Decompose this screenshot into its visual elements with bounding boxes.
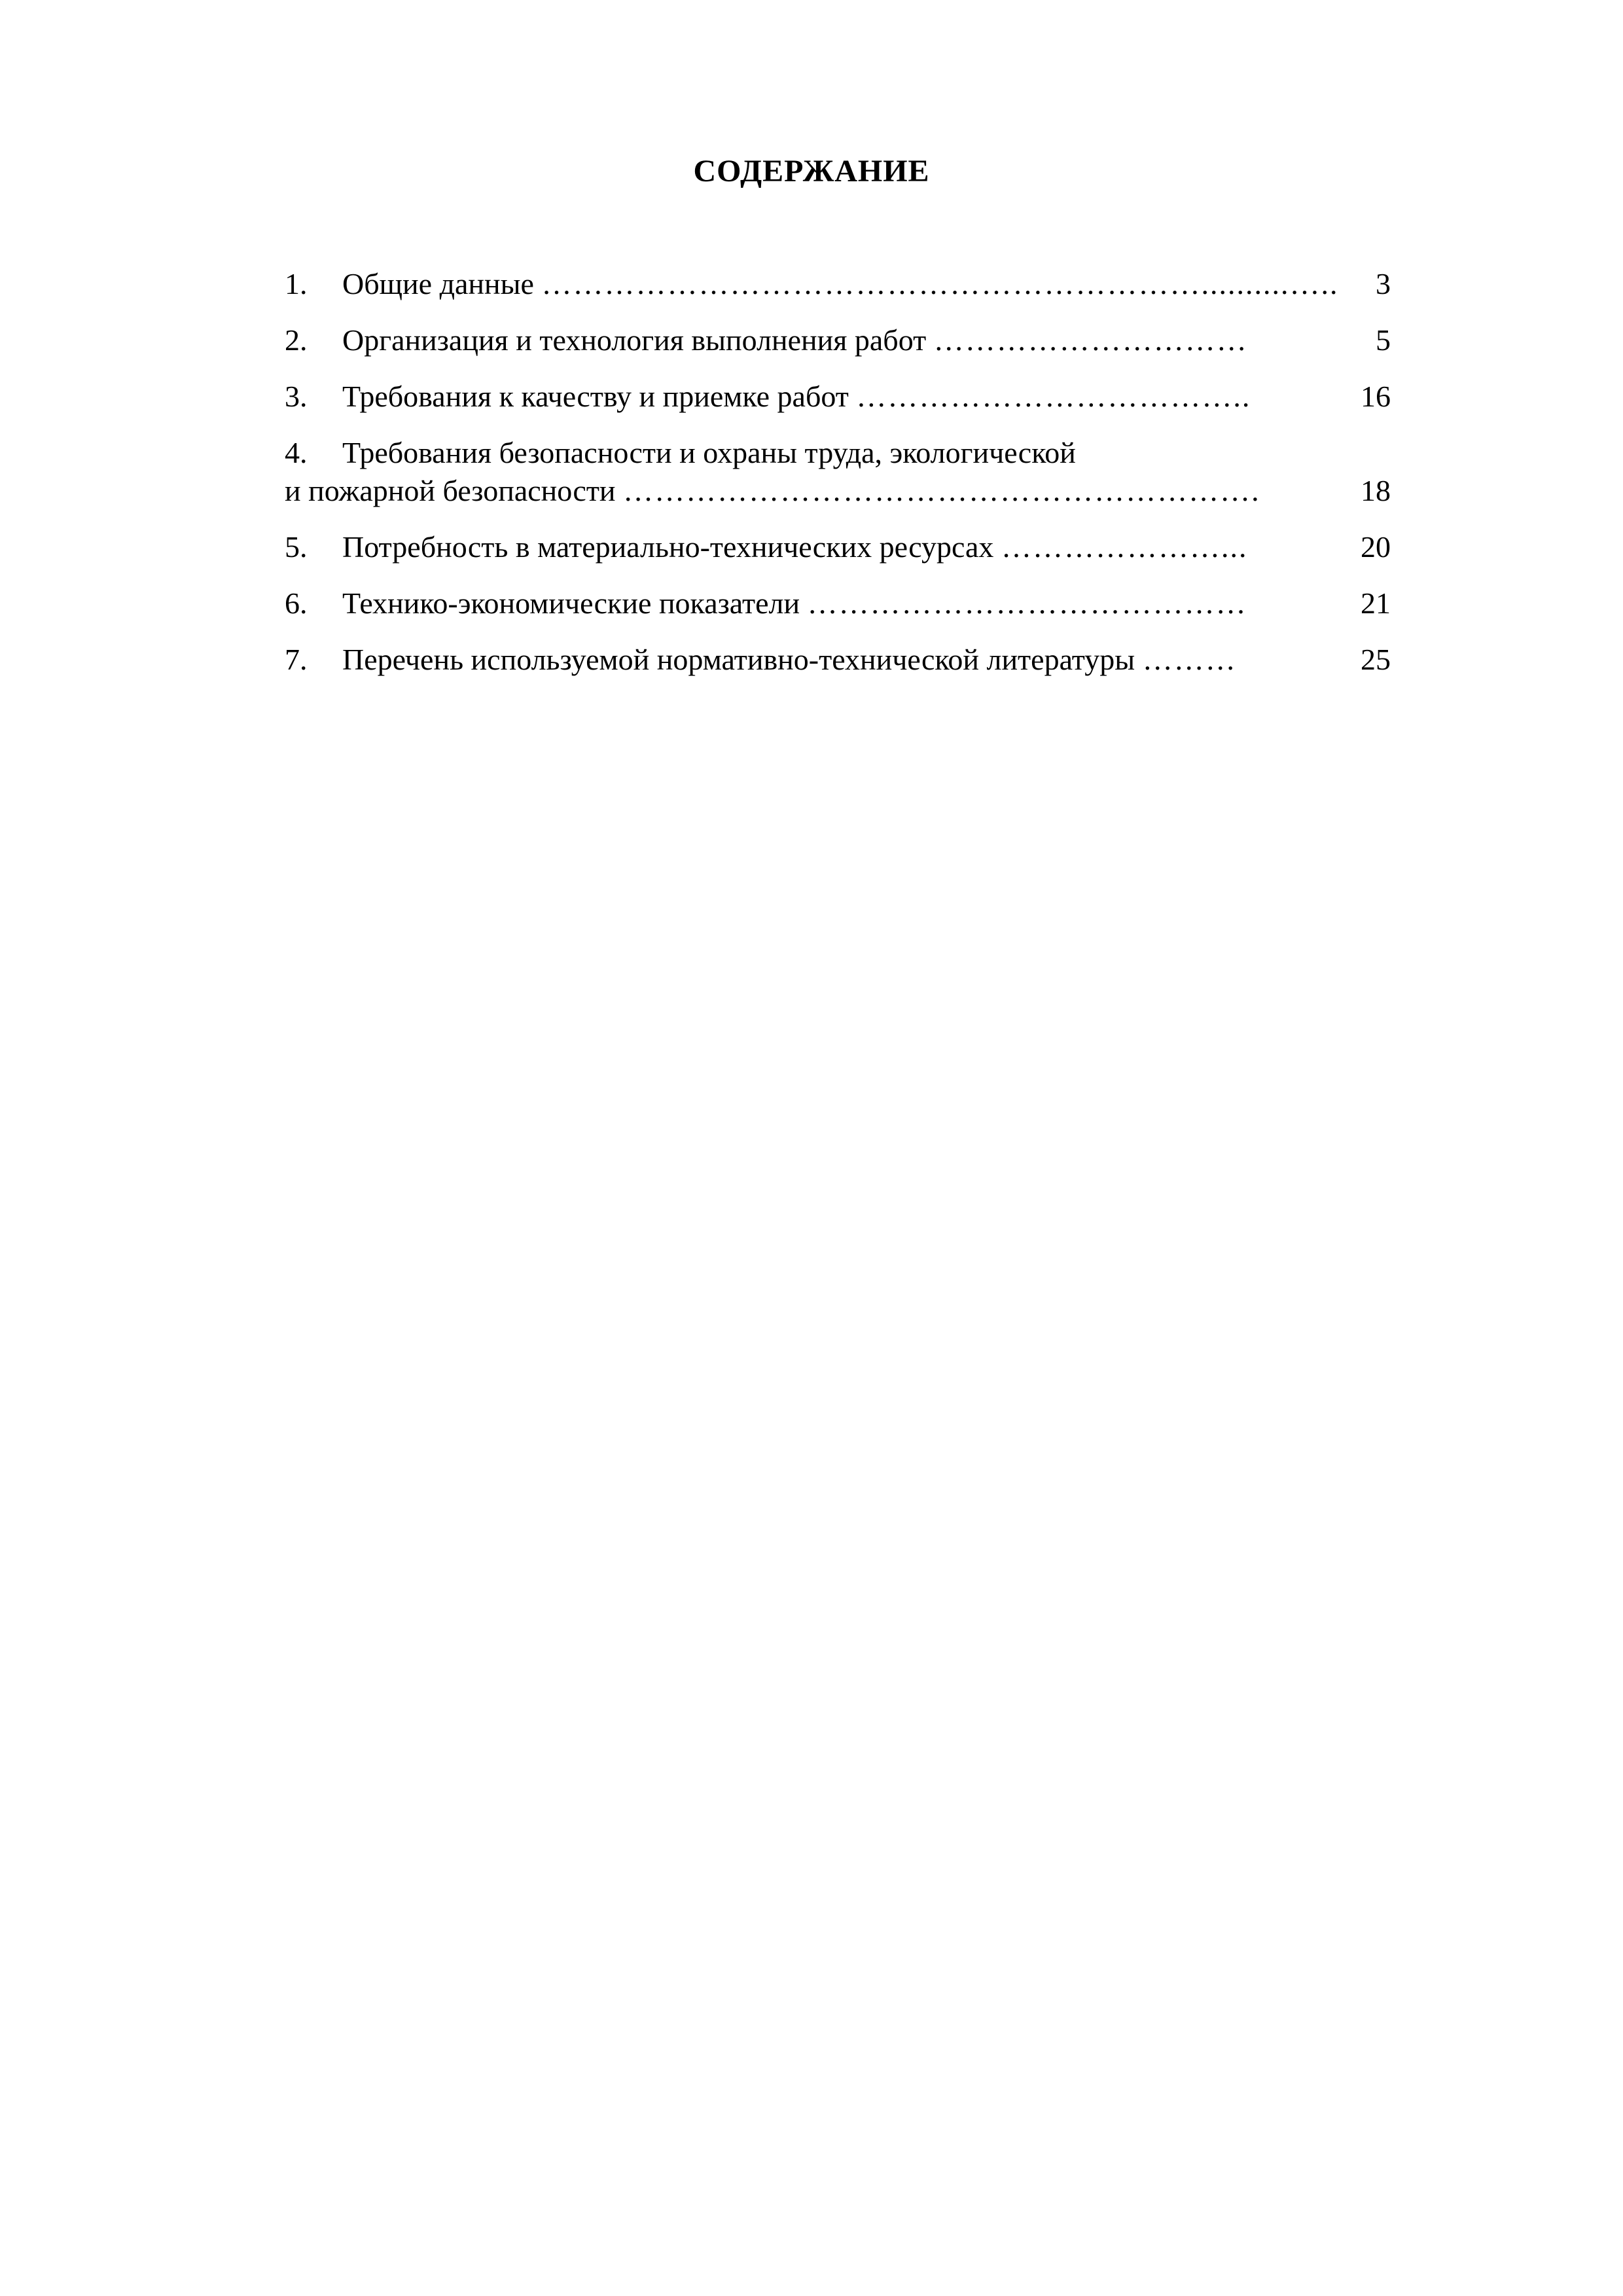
toc-entry-title: Потребность в материально-технических ресурсах	[342, 530, 994, 564]
table-of-contents	[285, 265, 1391, 697]
toc-entry-number: 5.	[285, 530, 308, 564]
toc-entry-number: 4.	[285, 436, 308, 469]
toc-entry-number: 7.	[285, 643, 308, 676]
toc-entry-7[interactable]	[285, 641, 1391, 679]
toc-entry-title: Требования к качеству и приемке работ	[342, 380, 849, 413]
toc-entry-2[interactable]	[285, 321, 1391, 359]
toc-dot-leader: …………………………………………………….	[623, 474, 1260, 507]
toc-dot-leader: ……………………………………	[807, 586, 1247, 620]
toc-entry-title: Общие данные	[342, 267, 534, 300]
toc-entry-title: Технико-экономические показатели	[342, 586, 800, 620]
toc-entry-6[interactable]	[285, 584, 1391, 622]
toc-entry-number: 2.	[285, 323, 308, 357]
toc-page-number: 3	[1376, 267, 1391, 300]
toc-page-number: 25	[1361, 643, 1391, 676]
toc-page-number: 20	[1361, 530, 1391, 564]
toc-page-number: 21	[1361, 586, 1391, 620]
toc-dot-leader: …………………………	[933, 323, 1248, 357]
toc-entry-4[interactable]	[285, 434, 1391, 510]
toc-entry-number: 6.	[285, 586, 308, 620]
toc-dot-leader: ………………………………..	[856, 380, 1251, 413]
toc-entry-number: 3.	[285, 380, 308, 413]
page-title: СОДЕРЖАНИЕ	[693, 154, 930, 188]
toc-entry-title: Требования безопасности и охраны труда, экологической	[342, 436, 1076, 469]
toc-dot-leader: ………………………………………………………..........…..	[541, 267, 1339, 300]
toc-entry-5[interactable]	[285, 528, 1391, 566]
toc-page-number: 18	[1361, 474, 1391, 507]
toc-entry-title: Организация и технология выполнения работ	[342, 323, 927, 357]
toc-dot-leader: …………………...	[1001, 530, 1248, 564]
toc-entry-3[interactable]	[285, 378, 1391, 416]
toc-entry-title: Перечень используемой нормативно-технической литературы	[342, 643, 1135, 676]
toc-entry-1[interactable]	[285, 265, 1391, 303]
toc-entry-number: 1.	[285, 267, 308, 300]
toc-page-number: 5	[1376, 323, 1391, 357]
toc-dot-leader: ………	[1142, 643, 1237, 676]
toc-entry-title-continued: и пожарной безопасности	[285, 474, 616, 507]
toc-page-number: 16	[1361, 380, 1391, 413]
